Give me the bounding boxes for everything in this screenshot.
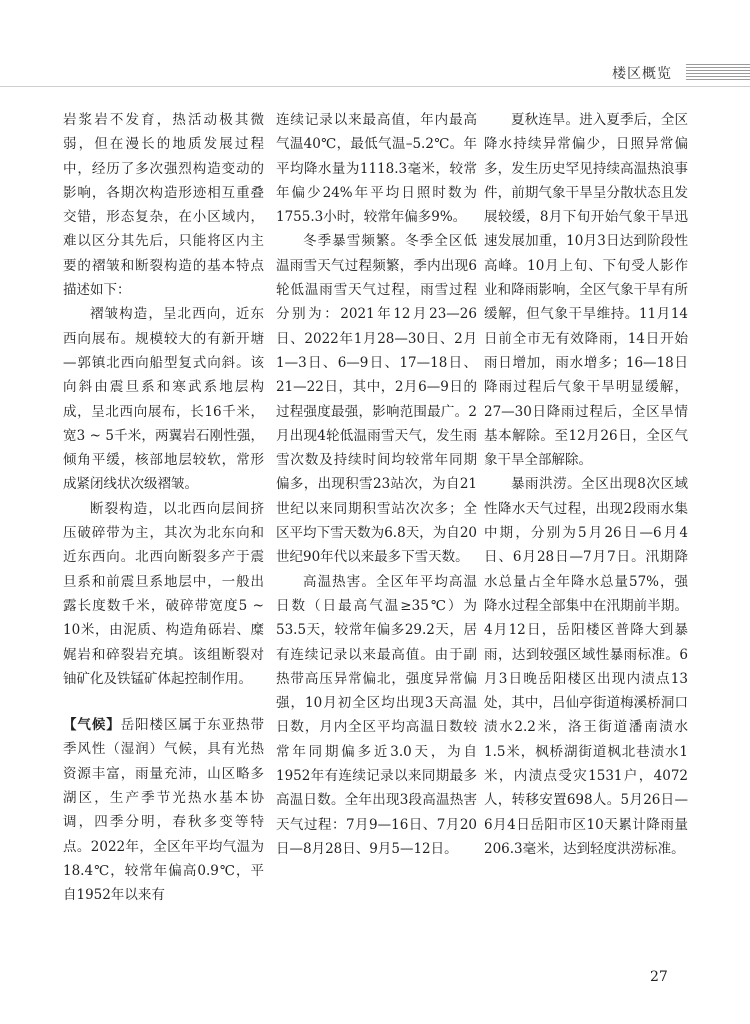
header-divider bbox=[0, 86, 750, 87]
paragraph: 夏秋连旱。进入夏季后，全区降水持续异常偏少，日照异常偏多，发生历史罕见持续高温热浪事件，前期气象干旱呈分散状态且发展较缓，8月下旬开始气象干旱迅速发展加重，10月3日达到阶段性高峰。10月上旬、下旬受人影作业和降雨影响，全区气象干旱有所缓解，但气象干旱维持。11月14日前全市无有效降雨，14日开始雨日增加，雨水增多；16—18日降雨过程后气象干旱明显缓解，27—30日降雨过程后，全区旱情基本解除。至12月26日，全区气象干旱全部解除。 bbox=[484, 112, 688, 469]
paragraph: 断裂构造，以北西向层间挤压破碎带为主，其次为北东向和近东西向。北西向断裂多产于震旦系和前震旦系地层中，一般出露长度数千米，破碎带宽度5 ~ 10米，由泥质、构造角砾岩、糜娓岩和碎裂岩充填。该组断裂对铀矿化及铁锰矿体起控制作用。 bbox=[63, 500, 264, 687]
section-title: 楼区概览 bbox=[612, 66, 672, 82]
text-column-2 bbox=[276, 108, 477, 861]
climate-paragraph bbox=[63, 713, 264, 907]
paragraph: 褶皱构造，呈北西向，近东西向展布。规模较大的有新开塘—郭镇北西向船型复式向斜。该向斜由震旦系和寒武系地层构成，呈北西向展布，长16千米，宽3 ~ 5千米，两翼岩石刚性强，倾角平缓，核部地层较软，常形成紧闭线状次级褶皱。 bbox=[63, 306, 264, 493]
paragraph: 岩浆岩不发育，热活动极其微弱，但在漫长的地质发展过程中，经历了多次强烈构造变动的影响，各期次构造形迹相互重叠交错，形态复杂，在小区域内，难以区分其先后，只能将区内主要的褶皱和断裂构造的基本特点描述如下： bbox=[63, 112, 264, 299]
header-decorative-lines bbox=[686, 64, 750, 80]
paragraph: 暴雨洪涝。全区出现8次区域性降水天气过程，出现2段雨水集中期，分别为5月26日—6月4日、6月28日—7月7日。汛期降水总量占全年降水总量57%，强降水过程全部集中在汛期前半期。4月12日，岳阳楼区普降大到暴雨，达到较强区域性暴雨标准。6月3日晚岳阳楼区出现内渍点13处，其中，吕仙亭街道梅溪桥洞口渍水2.2米，洛王街道潘南渍水1.5米，枫桥湖街道枫北巷渍水1米，内渍点受灾1531户，4072人，转移安置698人。5月26日—6月4日岳阳市区10天累计降雨量206.3毫米，达到轻度洪涝标准。 bbox=[484, 476, 688, 857]
paragraph: 连续记录以来最高值，年内最高气温40℃，最低气温–5.2℃。年平均降水量为1118.3毫米，较常年偏少24%年平均日照时数为1755.3小时，较常年偏多9%。 bbox=[276, 112, 477, 226]
text-column-1 bbox=[63, 108, 264, 908]
paragraph: 冬季暴雪频繁。冬季全区低温雨雪天气过程频繁，季内出现6轮低温雨雪天气过程，雨雪过程分别为：2021年12月23—26日、2022年1月28—30日、2月1—3日、6—9日、17—18日、21—22日，其中，2月6—9日的过程强度最强，影响范围最广。2月出现4轮低温雨雪天气，发生雨雪次数及持续时间均较常年同期偏多，出现积雪23站次，为自21世纪以来同期积雪站次次多；全区平均下雪天数为6.8天，为自20世纪90年代以来最多下雪天数。 bbox=[276, 233, 477, 566]
page-number: 27 bbox=[650, 969, 668, 985]
paragraph: 高温热害。全区年平均高温日数（日最高气温≥35℃）为53.5天，较常年偏多29.2天，居有连续记录以来最高值。由于副热带高压异常偏北，强度异常偏强，10月初全区均出现3天高温日数，月内全区平均高温日数较常年同期偏多近3.0天，为自1952年有连续记录以来同期最多高温日数。全年出现3段高温热害天气过程：7月9—16日、7月20日—8月28日、9月5—12日。 bbox=[276, 573, 477, 857]
paragraph-body: 岳阳楼区属于东亚热带季风性（湿润）气候，具有光热资源丰富，雨量充沛，山区略多湖区，生产季节光热水基本协调，四季分明，春秋多变等特点。2022年，全区年平均气温为18.4℃，较常年偏高0.9℃，平自1952年以来有 bbox=[63, 717, 265, 904]
section-keyword: 【气候】 bbox=[63, 717, 121, 734]
text-column-3 bbox=[484, 108, 688, 861]
